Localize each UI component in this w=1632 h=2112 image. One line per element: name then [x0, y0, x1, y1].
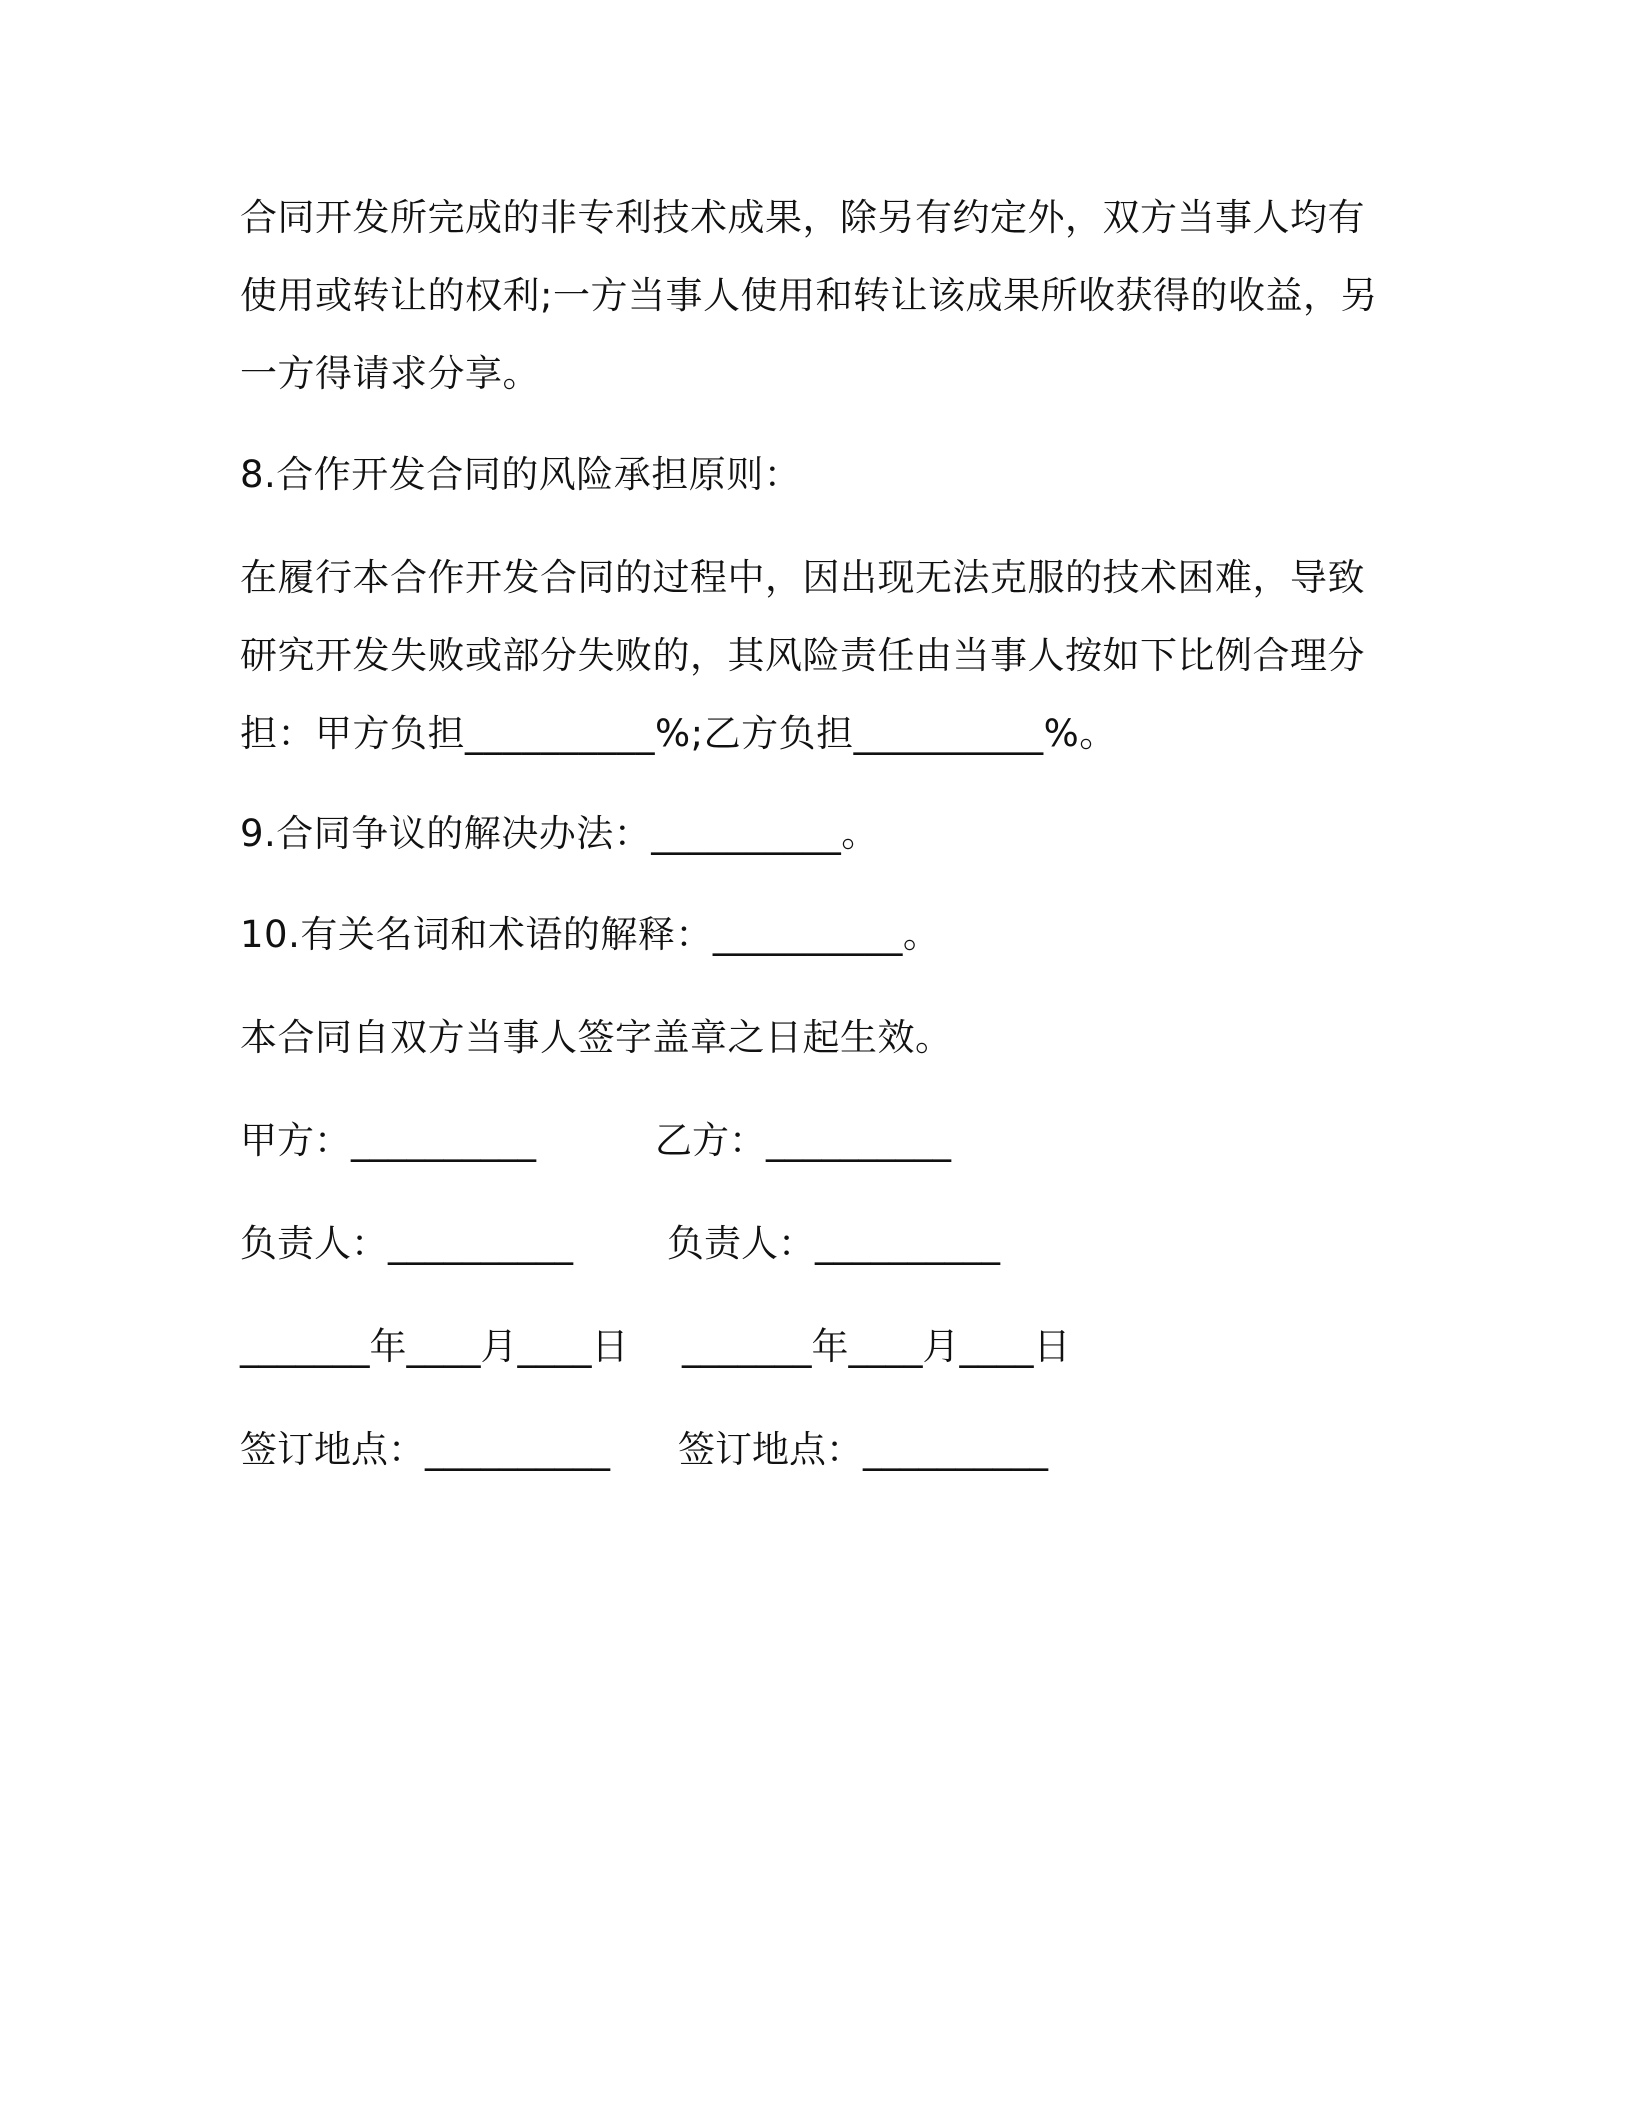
paragraph-line: 一方得请求分享。: [240, 352, 540, 395]
clause-8-title: 8.合作开发合同的风险承担原则：: [240, 453, 802, 496]
signing-place-b-field: 签订地点：__________: [678, 1428, 1048, 1471]
date-a-field: _______年____月____日: [240, 1325, 629, 1368]
clause-9: 9.合同争议的解决办法：__________。: [240, 812, 879, 855]
person-in-charge-a-field: 负责人：__________: [240, 1222, 573, 1265]
clause-10: 10.有关名词和术语的解释：__________。: [240, 913, 941, 956]
paragraph-line: 在履行本合作开发合同的过程中，因出现无法克服的技术困难，导致: [240, 556, 1365, 599]
effective-clause: 本合同自双方当事人签字盖章之日起生效。: [240, 1016, 953, 1059]
signing-place-a-field: 签订地点：__________: [240, 1428, 610, 1471]
paragraph-line: 研究开发失败或部分失败的，其风险责任由当事人按如下比例合理分: [240, 634, 1365, 677]
person-in-charge-b-field: 负责人：__________: [667, 1222, 1000, 1265]
paragraph-line: 合同开发所完成的非专利技术成果，除另有约定外，双方当事人均有: [240, 196, 1365, 239]
party-b-field: 乙方：__________: [655, 1119, 951, 1162]
paragraph-line: 使用或转让的权利;一方当事人使用和转让该成果所收获得的收益，另: [240, 274, 1378, 317]
paragraph-line: 担：甲方负担__________%;乙方负担__________%。: [240, 712, 1117, 755]
party-a-field: 甲方：__________: [240, 1119, 536, 1162]
date-b-field: _______年____月____日: [682, 1325, 1071, 1368]
